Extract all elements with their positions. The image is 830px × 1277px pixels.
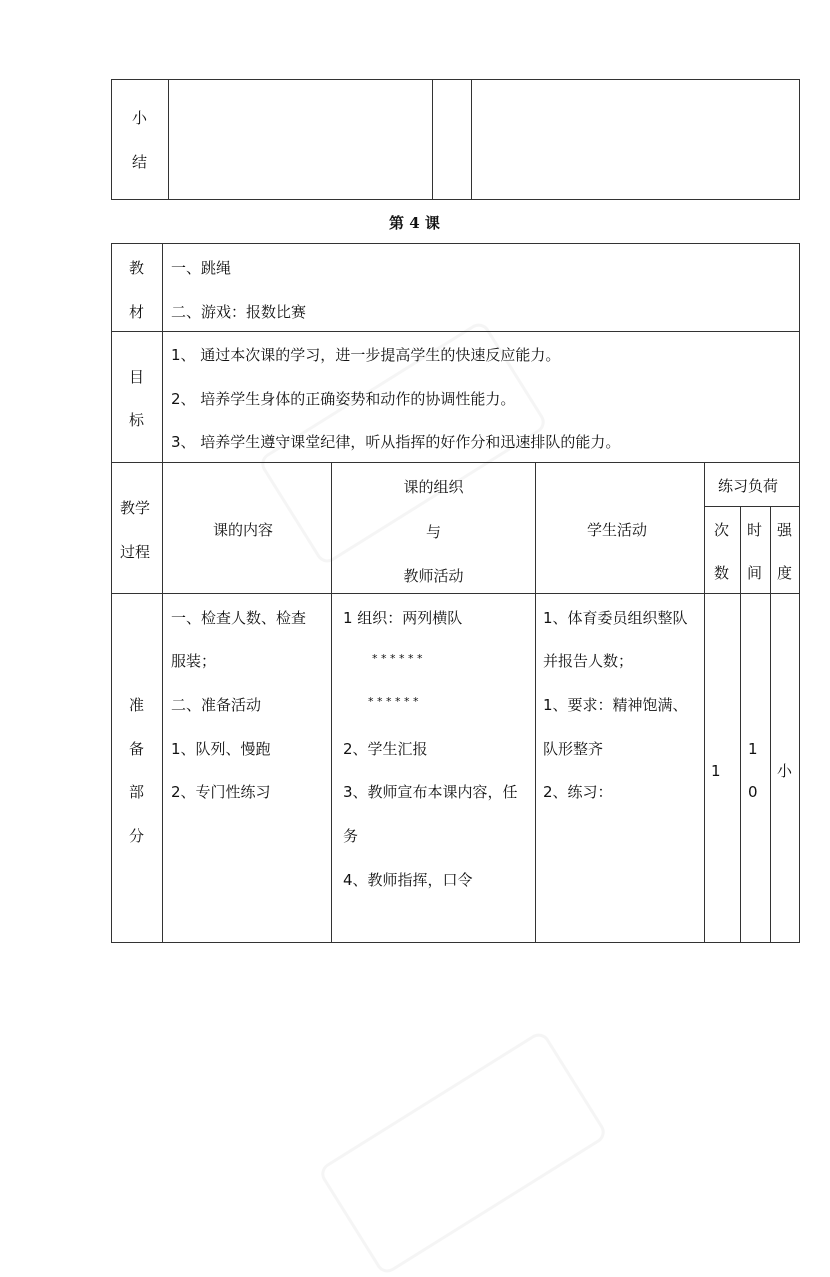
prep-content-line: 服装； [171, 652, 217, 670]
process-label-line: 过程 [120, 543, 151, 561]
summary-label-char: 小 [132, 109, 148, 127]
prep-content-line: 1、队列、慢跑 [171, 740, 271, 758]
intensity-header-char: 强 [777, 521, 793, 539]
times-header-char: 数 [714, 564, 730, 582]
prep-student-line: 并报告人数； [543, 652, 634, 670]
prep-label-char: 备 [129, 740, 145, 758]
times-header-char: 次 [714, 521, 730, 539]
materials-item: 一、跳绳 [171, 259, 232, 277]
watermark [317, 1029, 609, 1277]
prep-organization-line: 3、教师宣布本课内容，任 [343, 783, 518, 801]
prep-content-line: 一、检查人数、检查 [171, 609, 307, 627]
lesson-title: 第 4 课 [389, 214, 440, 232]
prep-time-char: 1 [748, 740, 758, 758]
process-label-line: 教学 [120, 499, 151, 517]
goal-item: 2、 培养学生身体的正确姿势和动作的协调性能力。 [171, 390, 516, 408]
formation-row: * * * * * * [372, 652, 423, 665]
organization-header-line: 课的组织 [403, 478, 464, 496]
prep-student-line: 队形整齐 [543, 740, 604, 758]
prep-content-line: 二、准备活动 [171, 696, 262, 714]
prep-label-char: 部 [129, 783, 145, 801]
formation-row: * * * * * * [368, 695, 419, 708]
prep-organization-line: 务 [343, 827, 359, 845]
organization-header [332, 476, 535, 586]
intensity-header-char: 度 [777, 564, 793, 582]
prep-intensity: 小 [777, 762, 793, 780]
prep-label-char: 分 [129, 827, 145, 845]
goal-item: 3、 培养学生遵守课堂纪律，听从指挥的好作分和迅速排队的能力。 [171, 433, 621, 451]
time-header-char: 时 [747, 521, 763, 539]
prep-student-line: 1、要求：精神饱满、 [543, 696, 688, 714]
prep-times: 1 [711, 762, 721, 780]
prep-label-char: 准 [129, 696, 145, 714]
goal-item: 1、 通过本次课的学习，进一步提高学生的快速反应能力。 [171, 346, 561, 364]
prep-organization-line: 4、教师指挥，口令 [343, 871, 473, 889]
materials-label-char: 材 [129, 303, 145, 321]
prep-organization-line: 1 组织：两列横队 [343, 609, 463, 627]
organization-header-line: 与 [425, 522, 441, 541]
materials-label-char: 教 [129, 259, 145, 277]
time-header-char: 间 [747, 564, 763, 582]
student-header: 学生活动 [587, 521, 648, 539]
load-header: 练习负荷 [718, 477, 779, 495]
summary-label-char: 结 [132, 153, 148, 171]
goals-label-char: 目 [129, 368, 145, 386]
content-header: 课的内容 [213, 521, 274, 539]
materials-item: 二、游戏：报数比赛 [171, 303, 307, 321]
goals-label-char: 标 [129, 411, 145, 429]
prep-time-char: 0 [748, 783, 758, 801]
organization-header-line: 教师活动 [403, 567, 464, 585]
prep-content-line: 2、专门性练习 [171, 783, 271, 801]
prep-student-line: 2、练习： [543, 783, 613, 801]
prep-student-line: 1、体育委员组织整队 [543, 609, 688, 627]
prep-organization-line: 2、学生汇报 [343, 740, 428, 758]
